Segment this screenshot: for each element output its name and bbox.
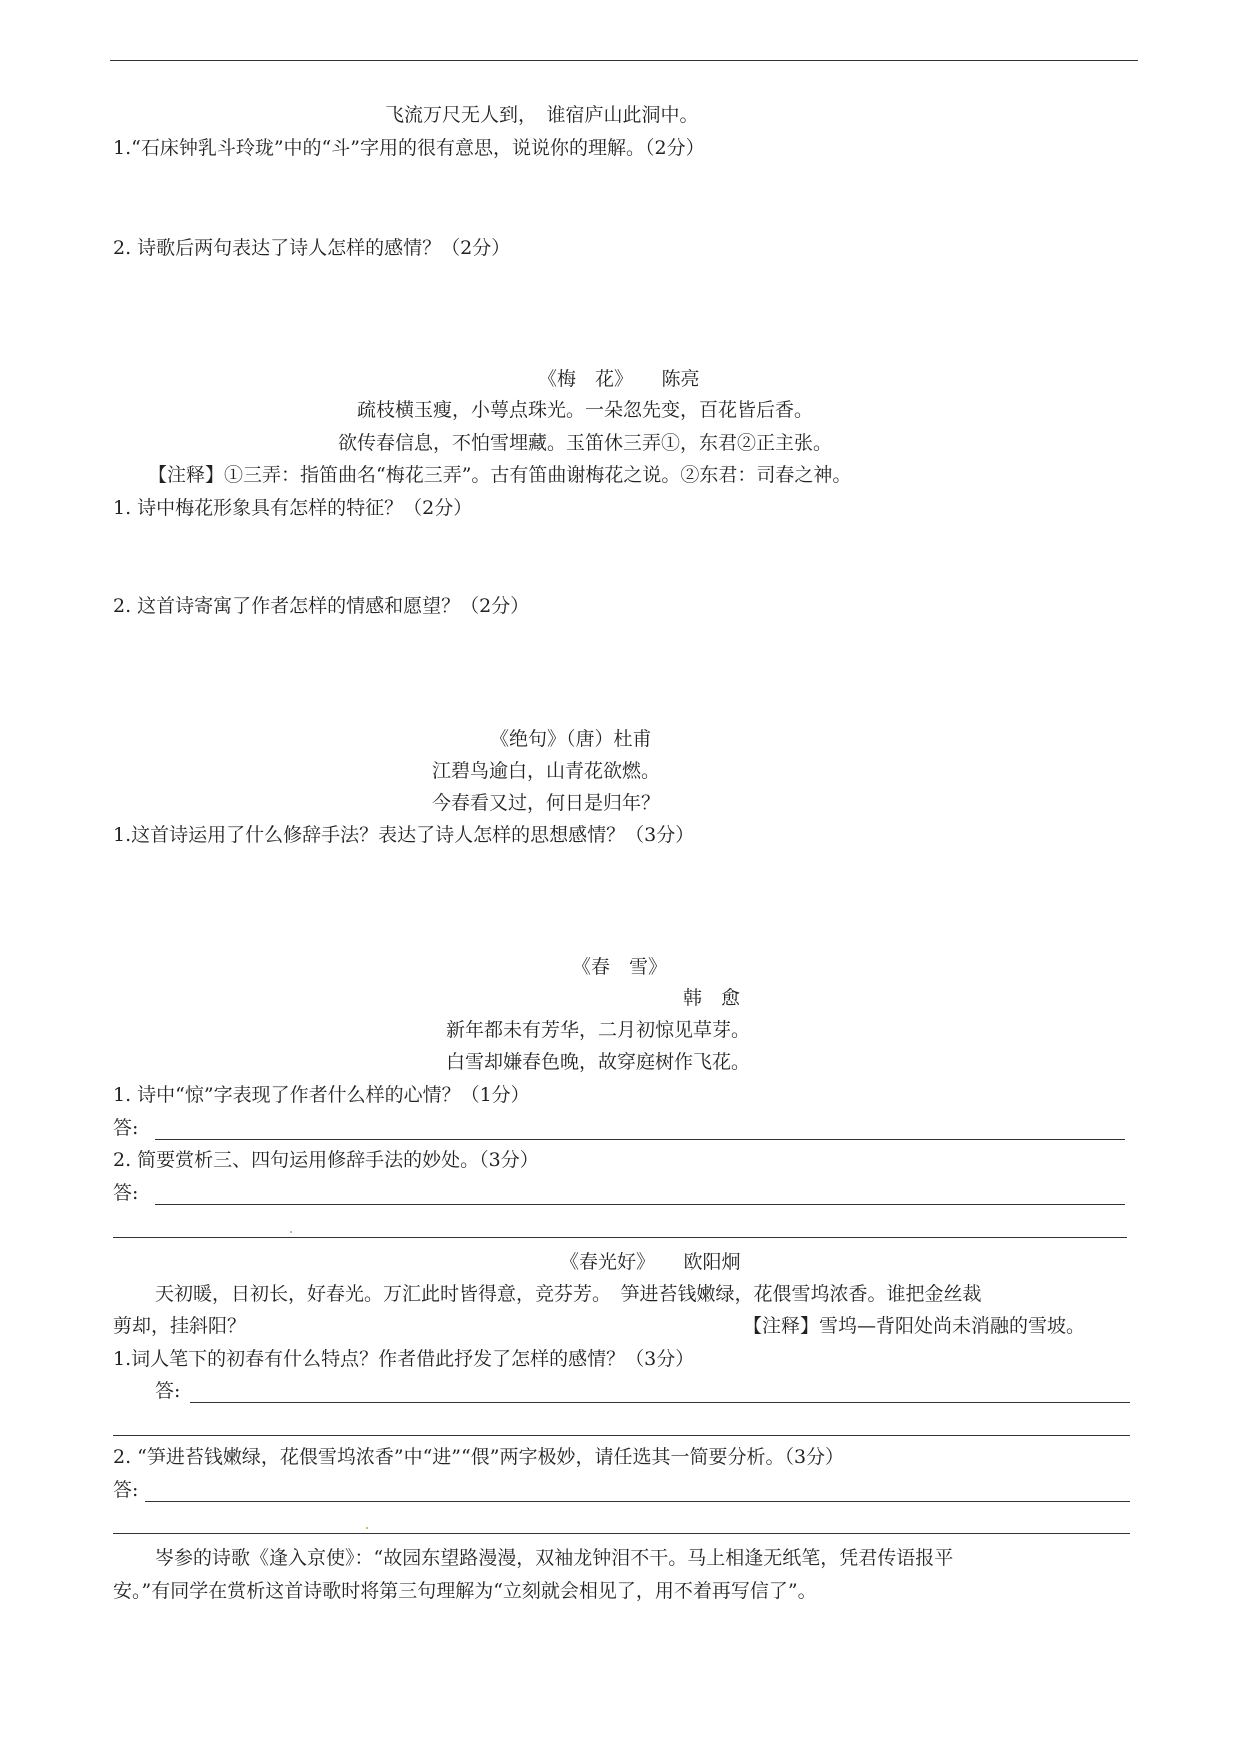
poem3-title: 《绝句》（唐）杜甫 <box>490 728 652 750</box>
poem5-note: 【注释】雪坞—背阳处尚未消融的雪坡。 <box>743 1315 1086 1337</box>
poem5-question-2: 2. “笋进苔钱嫩绿，花偎雪坞浓香”中“进”“偎”两字极妙，请任选其一简要分析。（3分） <box>113 1446 845 1468</box>
poem1-question-2: 2. 诗歌后两句表达了诗人怎样的感情？（2分） <box>113 237 511 259</box>
poem1-question-1: 1.“石床钟乳斗玲珑”中的“斗”字用的很有意思，说说你的理解。（2分） <box>113 137 705 159</box>
header-rule <box>110 60 1138 61</box>
poem4-line-1: 新年都未有芳华，二月初惊见草芽。 <box>446 1019 751 1041</box>
poem4-line-2: 白雪却嫌春色晚，故穿庭树作飞花。 <box>446 1051 751 1073</box>
poem5-text-line-1: 天初暖，日初长，好春光。万汇此时皆得意，竞芬芳。 笋进苔钱嫩绿，花偎雪坞浓香。谁把金丝裁 <box>155 1283 982 1305</box>
poem4-answer-line-2[interactable] <box>155 1204 1125 1205</box>
poem2-question-1: 1. 诗中梅花形象具有怎样的特征？（2分） <box>113 497 473 519</box>
poem1-last-line: 飞流万尺无人到， 谁宿庐山此洞中。 <box>385 104 699 126</box>
poem2-line-2: 欲传春信息，不怕雪埋藏。玉笛休三弄①，东君②正主张。 <box>338 432 833 454</box>
poem3-line-1: 江碧鸟逾白，山青花欲燃。 <box>432 760 661 782</box>
poem6-text-line-2: 安。”有同学在赏析这首诗歌时将第三句理解为“立刻就会相见了，用不着再写信了”。 <box>113 1580 817 1602</box>
poem3-question-1: 1.这首诗运用了什么修辞手法？表达了诗人怎样的思想感情？（3分） <box>113 824 695 846</box>
poem2-note: 【注释】①三弄：指笛曲名“梅花三弄”。古有笛曲谢梅花之说。②东君：司春之神。 <box>148 464 852 486</box>
poem5-title: 《春光好》 欧阳炯 <box>560 1251 741 1273</box>
poem5-answer-line-2[interactable] <box>113 1435 1130 1436</box>
poem3-line-2: 今春看又过，何日是归年？ <box>432 792 661 814</box>
poem5-answer-line-3[interactable] <box>145 1501 1130 1502</box>
poem5-text-line-2a: 剪却，挂斜阳？ <box>113 1315 247 1337</box>
scan-dot <box>366 1527 368 1529</box>
poem5-answer-label-2: 答: <box>113 1479 139 1501</box>
poem5-answer-line-4[interactable] <box>113 1533 1130 1534</box>
poem5-question-1: 1.词人笔下的初春有什么特点？作者借此抒发了怎样的感情？（3分） <box>113 1348 695 1370</box>
poem4-title: 《春 雪》 <box>572 956 668 978</box>
poem4-answer-line-1[interactable] <box>155 1139 1125 1140</box>
poem5-answer-line-1[interactable] <box>190 1402 1130 1403</box>
poem6-text-line-1: 岑参的诗歌《逢入京使》：“故园东望路漫漫，双袖龙钟泪不干。马上相逢无纸笔，凭君传语报平 <box>155 1547 954 1569</box>
scan-dot <box>290 1231 292 1233</box>
poem5-answer-label-1: 答: <box>155 1380 181 1402</box>
poem4-question-2: 2. 简要赏析三、四句运用修辞手法的妙处。（3分） <box>113 1149 539 1171</box>
poem4-answer-line-3[interactable] <box>113 1237 1127 1238</box>
poem4-author: 韩 愈 <box>683 987 741 1009</box>
poem4-answer-label-1: 答: <box>113 1117 139 1139</box>
poem2-title: 《梅 花》 陈亮 <box>538 368 700 390</box>
poem2-line-1: 疏枝横玉瘦，小萼点珠光。一朵忽先变，百花皆后香。 <box>357 399 814 421</box>
poem2-question-2: 2. 这首诗寄寓了作者怎样的情感和愿望？（2分） <box>113 595 530 617</box>
poem4-question-1: 1. 诗中“惊”字表现了作者什么样的心情？（1分） <box>113 1084 530 1106</box>
poem4-answer-label-2: 答: <box>113 1182 139 1204</box>
